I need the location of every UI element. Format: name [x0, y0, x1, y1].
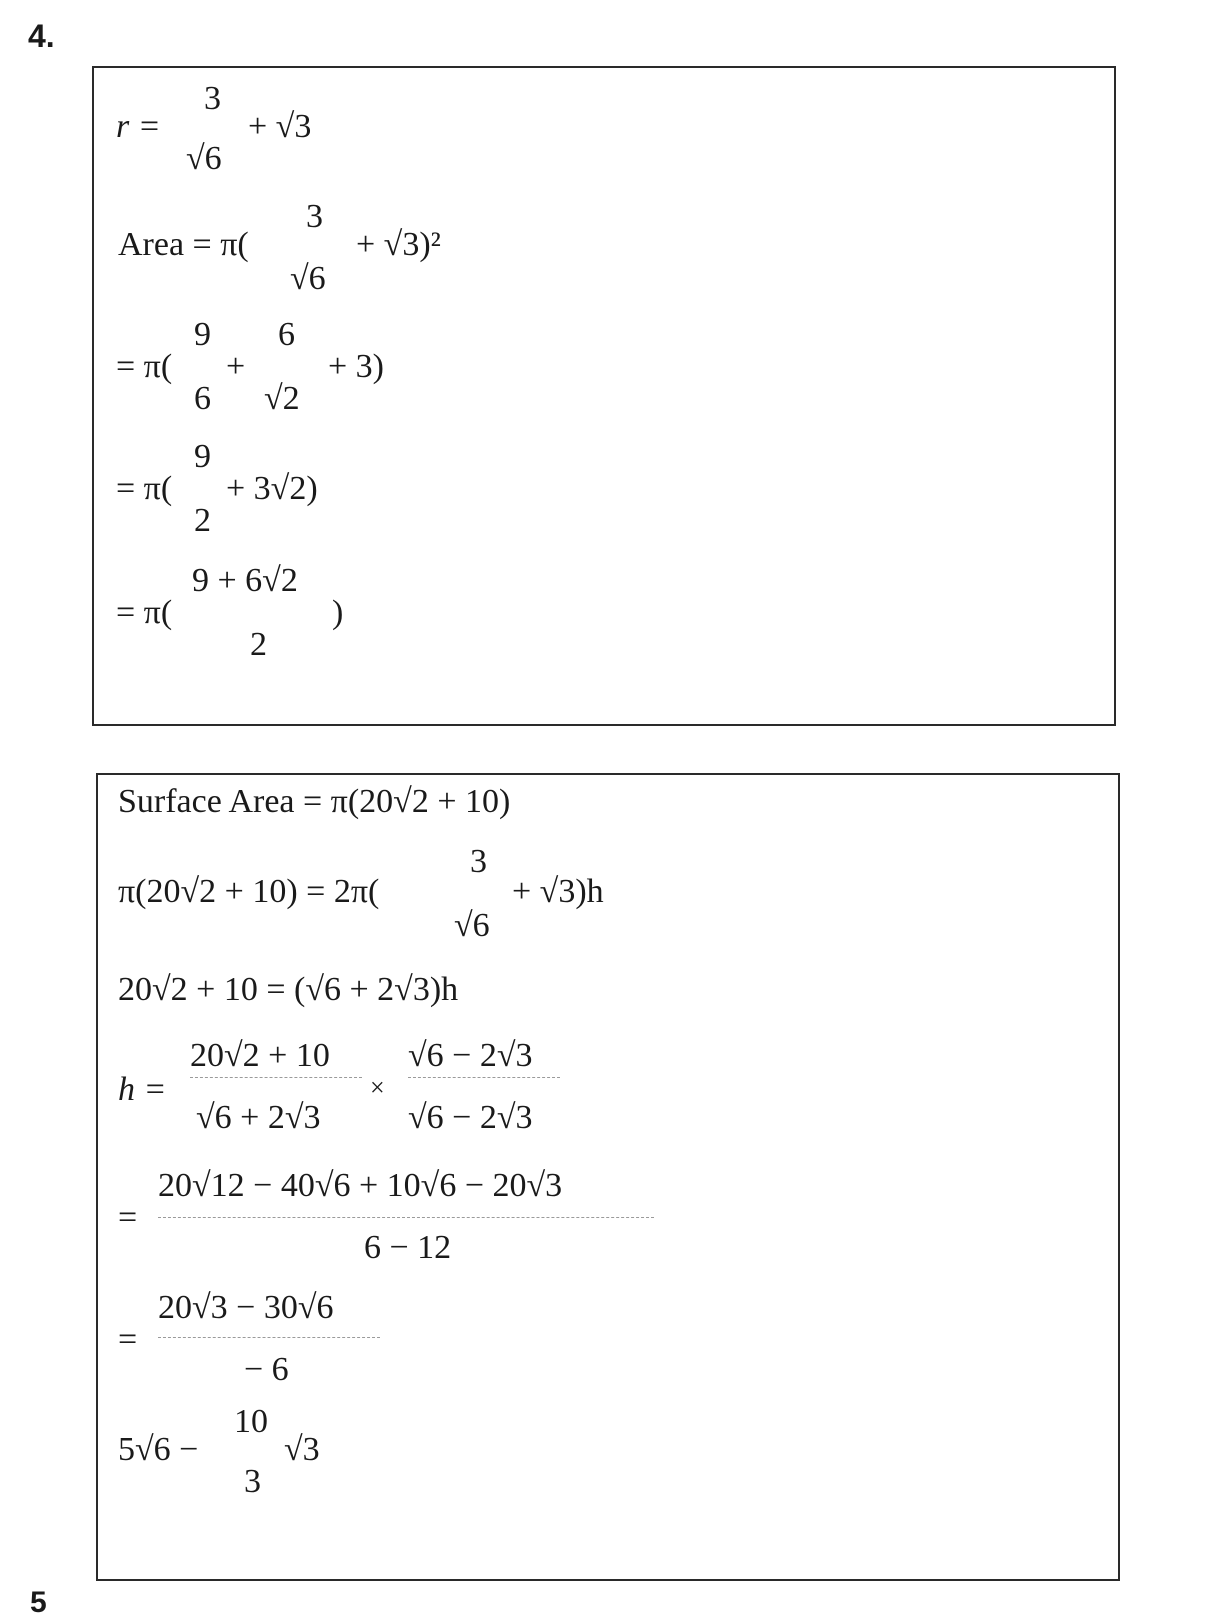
solution-box-area — [92, 66, 1116, 726]
step1-numerator-1: 9 — [194, 316, 211, 353]
eq6-lhs: 5√6 − — [118, 1431, 199, 1468]
step2-denominator: 2 — [194, 502, 211, 539]
eq1-denominator: √6 — [454, 907, 490, 944]
step3-numerator: 9 + 6√2 — [192, 562, 298, 599]
step2-lhs: = π( — [116, 470, 173, 507]
eq1-rest: + √3)h — [512, 873, 604, 910]
solution-box-height — [96, 773, 1120, 1581]
eq6-numerator: 10 — [234, 1403, 268, 1440]
eq3-numerator-2: √6 − 2√3 — [408, 1037, 533, 1074]
eq3-denominator-2: √6 − 2√3 — [408, 1099, 533, 1136]
r-denominator: √6 — [186, 140, 222, 177]
eq4-lhs: = — [118, 1199, 138, 1236]
area-rest: + √3)² — [356, 226, 441, 263]
eq5-fraction-bar — [158, 1337, 380, 1338]
eq4-fraction-bar — [158, 1217, 654, 1218]
area-numerator: 3 — [306, 198, 323, 235]
eq4-numerator: 20√12 − 40√6 + 10√6 − 20√3 — [158, 1167, 563, 1204]
step2-rest: + 3√2) — [226, 470, 318, 507]
area-lhs: Area = π( — [118, 226, 249, 263]
r-rest: + √3 — [248, 108, 312, 145]
surface-area-line: Surface Area = π(20√2 + 10) — [118, 783, 511, 820]
eq1-numerator: 3 — [470, 843, 487, 880]
eq4-denominator: 6 − 12 — [364, 1229, 452, 1266]
step3-lhs: = π( — [116, 594, 173, 631]
eq6-denominator: 3 — [244, 1463, 261, 1500]
eq3-fraction-bar-2 — [408, 1077, 560, 1078]
r-lhs: r = — [116, 108, 161, 145]
question-number: 4. — [28, 18, 55, 54]
step1-lhs: = π( — [116, 348, 173, 385]
eq3-denominator-1: √6 + 2√3 — [196, 1099, 321, 1136]
next-question-number: 5 — [30, 1586, 47, 1619]
step3-denominator: 2 — [250, 626, 267, 663]
eq2-line: 20√2 + 10 = (√6 + 2√3)h — [118, 971, 459, 1008]
step1-rest: + 3) — [328, 348, 384, 385]
step1-denominator-1: 6 — [194, 380, 211, 417]
r-numerator: 3 — [204, 80, 221, 117]
area-denominator: √6 — [290, 260, 326, 297]
eq1-lhs: π(20√2 + 10) = 2π( — [118, 873, 380, 910]
step1-denominator-2: √2 — [264, 380, 300, 417]
step2-numerator: 9 — [194, 438, 211, 475]
eq5-numerator: 20√3 − 30√6 — [158, 1289, 334, 1326]
eq3-lhs: h = — [118, 1071, 167, 1108]
eq3-times: × — [370, 1073, 385, 1102]
eq5-lhs: = — [118, 1321, 138, 1358]
step3-rest: ) — [332, 594, 344, 631]
step1-plus: + — [226, 348, 246, 385]
step1-numerator-2: 6 — [278, 316, 295, 353]
eq5-denominator: − 6 — [244, 1351, 289, 1388]
eq3-numerator-1: 20√2 + 10 — [190, 1037, 330, 1074]
eq6-rest: √3 — [284, 1431, 320, 1468]
eq3-fraction-bar-1 — [190, 1077, 362, 1078]
